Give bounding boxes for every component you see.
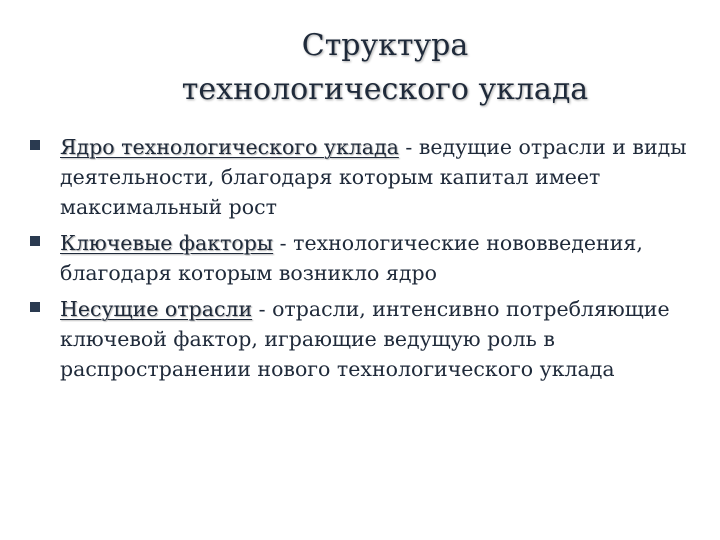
square-bullet-icon bbox=[30, 236, 40, 246]
definition-carrier-industries: - отрасли, интенсивно потребляющие ключевой фактор, играющие ведущую роль в распространении нового технологического уклада bbox=[60, 297, 670, 381]
term-key-factors: Ключевые факторы bbox=[60, 231, 274, 255]
bullet-item-core bbox=[30, 132, 700, 222]
title-line-2: технологического уклада bbox=[181, 72, 589, 107]
square-bullet-icon bbox=[30, 302, 40, 312]
bullet-list bbox=[30, 132, 700, 390]
title-line-1: Структура bbox=[301, 28, 469, 63]
term-core: Ядро технологического уклада bbox=[60, 135, 399, 159]
bullet-item-key-factors bbox=[30, 228, 700, 288]
definition-key-factors: - технологические нововведения, благодаря которым возникло ядро bbox=[60, 231, 643, 285]
definition-core: - ведущие отрасли и виды деятельности, благодаря которым капитал имеет максимальный рост bbox=[60, 135, 687, 219]
slide-title bbox=[60, 24, 710, 112]
term-carrier-industries: Несущие отрасли bbox=[60, 297, 253, 321]
bullet-item-carrier-industries bbox=[30, 294, 700, 384]
square-bullet-icon bbox=[30, 140, 40, 150]
